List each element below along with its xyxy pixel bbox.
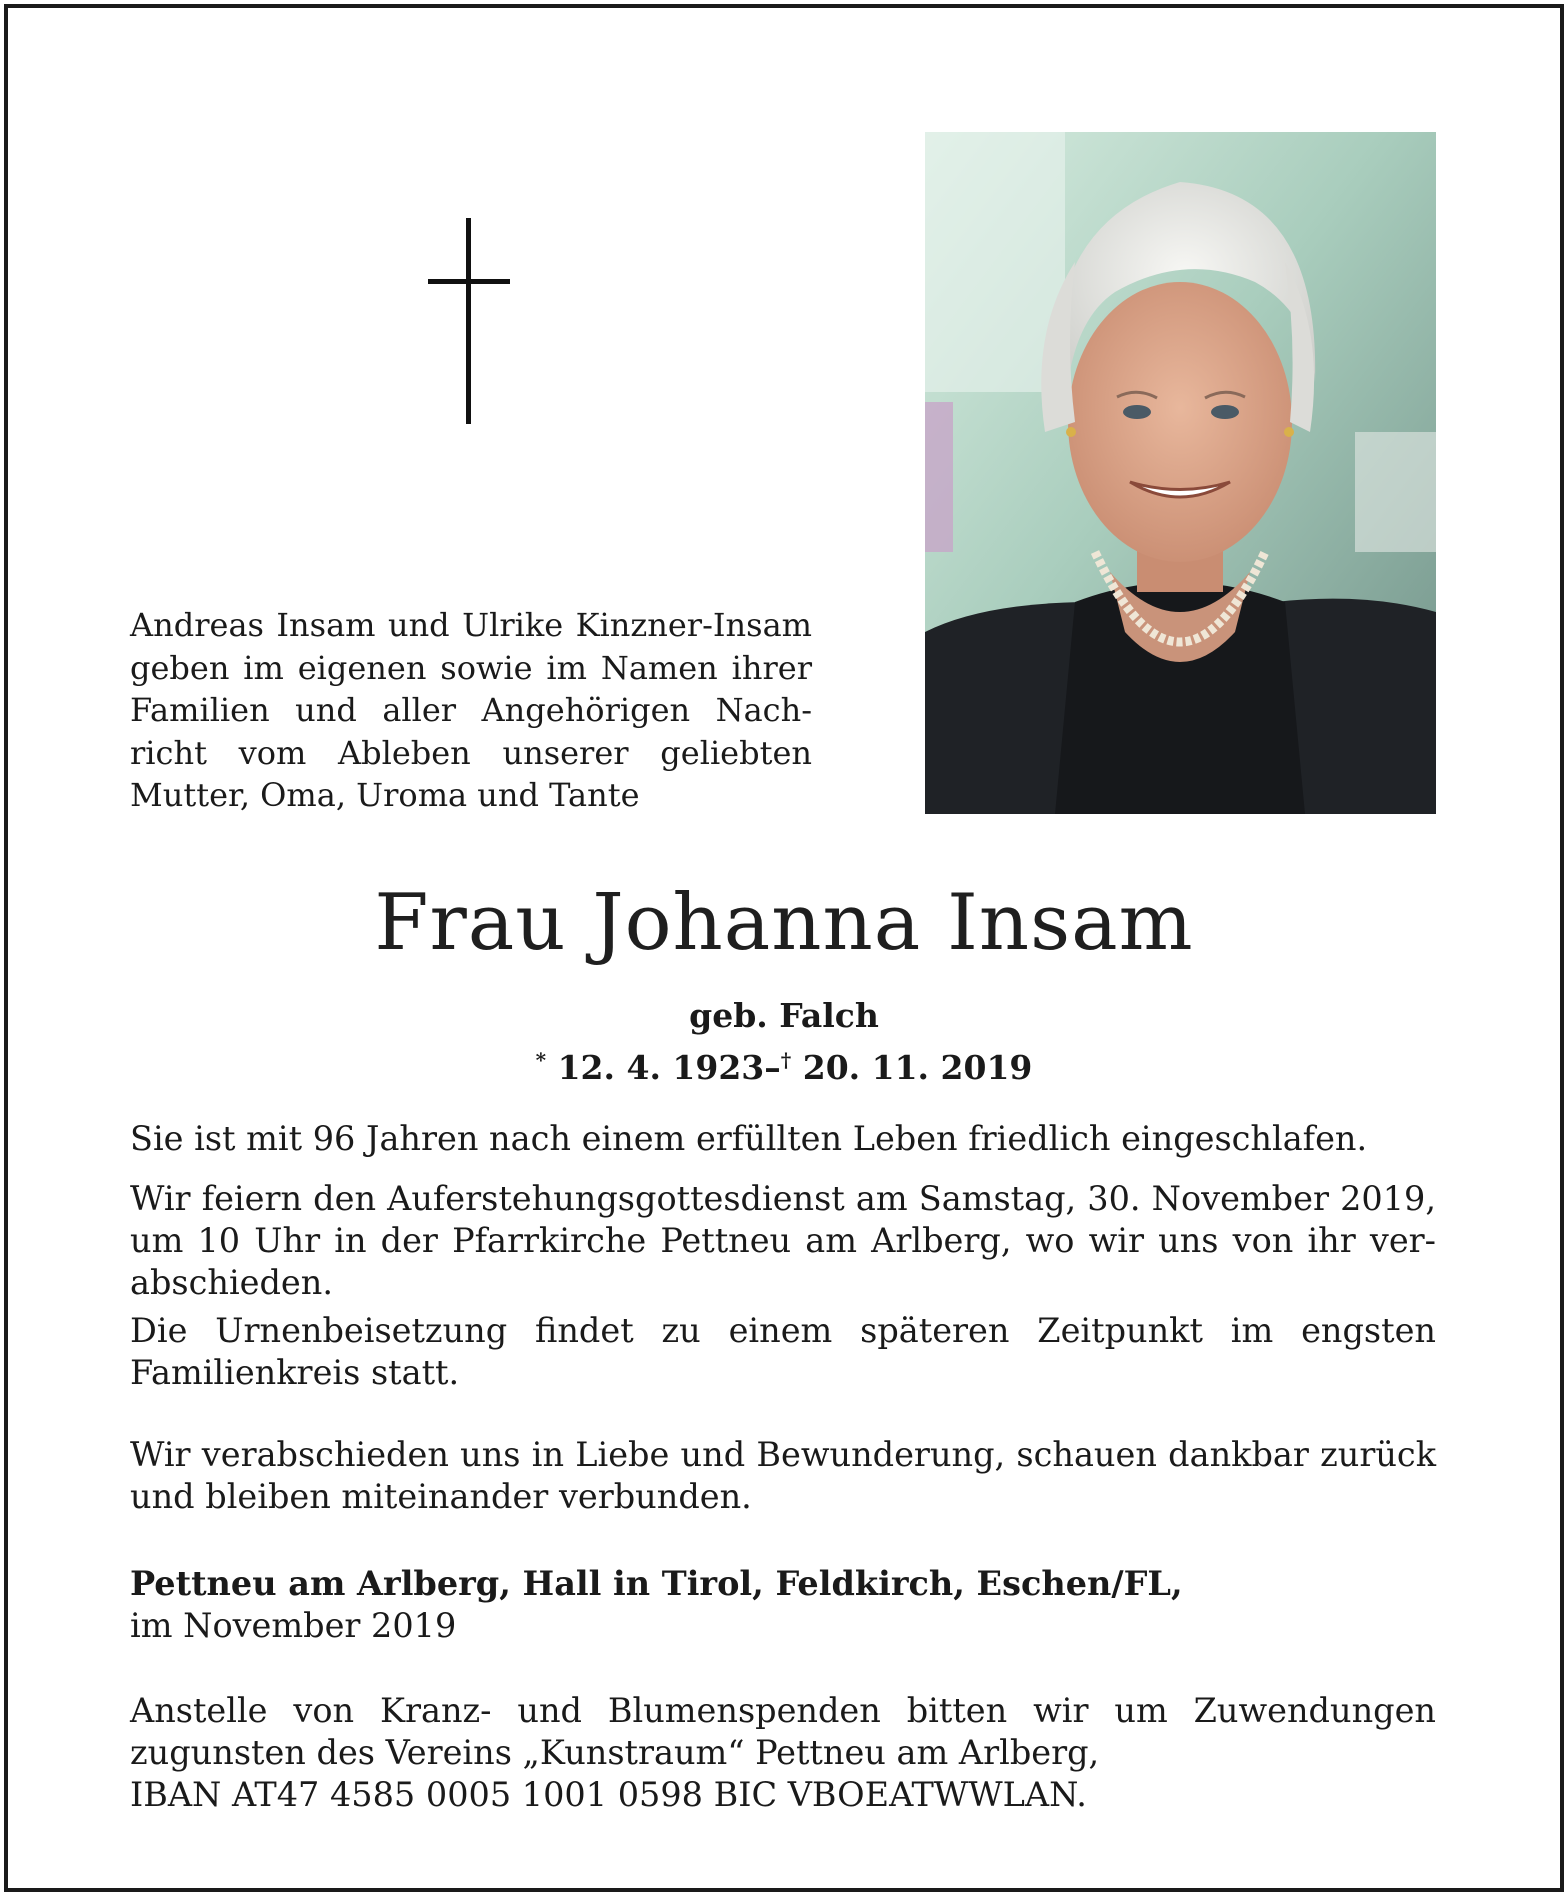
intro-line: geben im eigenen sowie im Namen ihrer [130, 648, 812, 687]
intro-line: Familien und aller Angehörigen Nach- [130, 691, 812, 729]
place-and-date [130, 1563, 1436, 1647]
text-line: Wir verabschieden uns in Liebe und Bewunderung, schauen dankbar zurück [130, 1435, 1436, 1474]
text-line: abschieden. [130, 1263, 333, 1302]
death-symbol: † [780, 1048, 792, 1072]
paragraph-age [130, 1118, 1436, 1160]
birth-date: 12. 4. 1923 [557, 1048, 765, 1087]
intro-line: richt vom Ableben unserer geliebten [130, 733, 812, 772]
paragraph-farewell [130, 1434, 1436, 1518]
text-line: Familienkreis statt. [130, 1353, 460, 1392]
portrait-photo [925, 132, 1436, 814]
paragraph-service [130, 1178, 1436, 1304]
paragraph-burial [130, 1310, 1436, 1394]
text-line: Wir feiern den Auferstehungsgottesdienst am Samstag, 30. November 2019, [130, 1179, 1436, 1218]
text-line: Die Urnenbeisetzung findet zu einem späteren Zeitpunkt im engsten [130, 1311, 1436, 1350]
text-line: Sie ist mit 96 Jahren nach einem erfüllten Leben friedlich eingeschlafen. [130, 1119, 1368, 1158]
intro-line: Andreas Insam und Ulrike Kinzner-Insam [130, 606, 812, 644]
deceased-name: Frau Johanna Insam [374, 878, 1194, 968]
paragraph-donation [130, 1690, 1436, 1816]
birth-symbol: * [535, 1048, 547, 1072]
bank-details: IBAN AT47 4585 0005 1001 0598 BIC VBOEATWWLAN. [130, 1775, 1087, 1814]
intro-line: Mutter, Oma, Uroma und Tante [130, 776, 640, 814]
text-line: und bleiben miteinander verbunden. [130, 1477, 752, 1516]
death-date: 20. 11. 2019 [802, 1048, 1033, 1087]
cross-icon [428, 218, 510, 424]
intro-text [130, 604, 812, 817]
date-separator: – [764, 1048, 781, 1087]
text-line: zugunsten des Vereins „Kunstraum“ Pettneu am Arlberg, [130, 1733, 1100, 1772]
text-line: um 10 Uhr in der Pfarrkirche Pettneu am Arlberg, wo wir uns von ihr ver- [130, 1221, 1436, 1260]
place-date: im November 2019 [130, 1606, 457, 1645]
maiden-name: geb. Falch [689, 996, 879, 1035]
text-line: Anstelle von Kranz- und Blumenspenden bitten wir um Zuwendungen [130, 1691, 1436, 1730]
places: Pettneu am Arlberg, Hall in Tirol, Feldkirch, Eschen/FL, [130, 1564, 1183, 1603]
life-dates [0, 1038, 1568, 1090]
